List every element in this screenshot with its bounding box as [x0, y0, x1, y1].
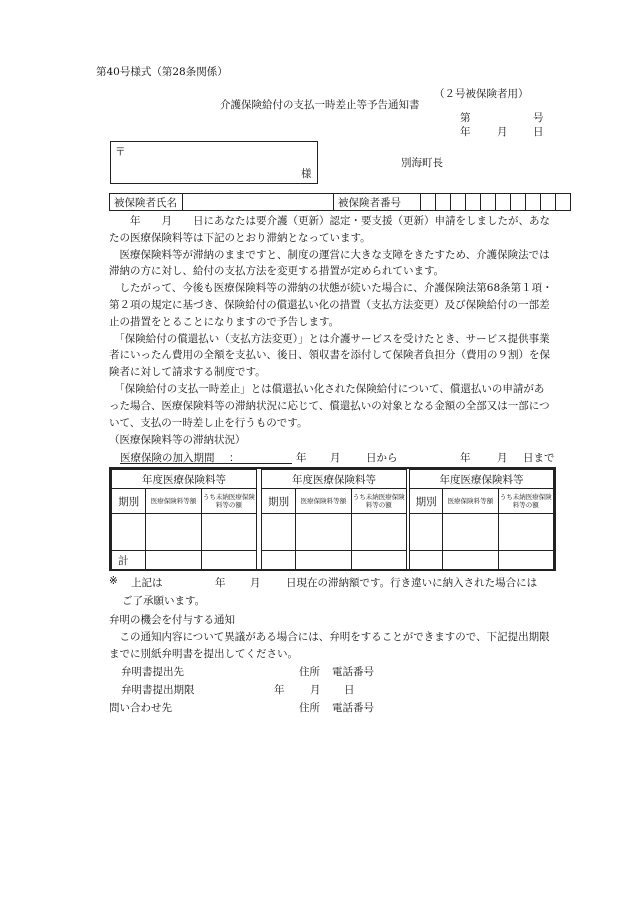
insured-number-digit[interactable]	[541, 194, 556, 211]
insured-number-digit[interactable]	[511, 194, 526, 211]
insured-info-row	[109, 193, 571, 211]
period-from-year: 年	[296, 452, 307, 464]
premium-total-cell[interactable]	[443, 551, 498, 570]
date-month-label: 月	[497, 126, 508, 138]
unpaid-amount-header: うち未納医療保険料等の額	[201, 489, 256, 514]
issuer-name: 別海町長	[401, 157, 443, 169]
arrears-heading: （医療保険料等の滞納状況）	[109, 434, 246, 446]
insured-number-digit[interactable]	[451, 194, 466, 211]
arrears-block-3	[409, 469, 554, 569]
doc-number-prefix: 第	[460, 112, 471, 124]
insured-number-label: 被保険者番号	[334, 194, 421, 211]
unpaid-cell[interactable]	[498, 514, 553, 551]
period-column-label: 期別	[262, 489, 296, 514]
premium-cell[interactable]	[146, 514, 201, 551]
doc-number-suffix: 号	[533, 112, 544, 124]
year-header: 年度医療保険料等	[410, 470, 554, 489]
deadline-month: 月	[310, 684, 321, 696]
arrears-block-1	[111, 469, 257, 569]
year-header: 年度医療保険料等	[112, 470, 257, 489]
premium-amount-header: 医療保険料等額	[443, 489, 498, 514]
year-header: 年度医療保険料等	[262, 470, 407, 489]
unpaid-total-cell[interactable]	[201, 551, 256, 570]
insured-number-digit[interactable]	[436, 194, 451, 211]
total-label: 計	[112, 551, 146, 570]
insured-name-field[interactable]	[183, 194, 334, 211]
period-column-label: 期別	[112, 489, 146, 514]
note-month: 月	[250, 577, 261, 589]
explanation-text: この通知内容について異議がある場合には、弁明をすることができますので、下記提出期限までに別紙弁明書を提出してください。	[109, 631, 550, 660]
period-column-label: 期別	[410, 489, 443, 514]
period-to-year: 年	[460, 452, 471, 464]
body-paragraph: 年 月 日にあなたは要介護（更新）認定・要支援（更新）申請をしましたが、あなたの医療保険料等は下記のとおり滞納となっています。	[109, 215, 550, 244]
contact-label: 問い合わせ先	[109, 702, 172, 714]
period-cell[interactable]	[262, 514, 296, 551]
deadline-day: 日	[344, 684, 355, 696]
note-text-start: 上記は	[131, 577, 163, 589]
contact-phone-label: 電話番号	[332, 702, 374, 714]
submit-to-address-label: 住所	[299, 666, 320, 678]
form-number: 第40号様式（第28条関係）	[96, 66, 228, 78]
note-continuation: ご了承願います。	[122, 595, 206, 607]
unpaid-amount-header: うち未納医療保険料等の額	[498, 489, 553, 514]
deadline-label: 弁明書提出期限	[121, 684, 195, 696]
note-year: 年	[215, 577, 226, 589]
enrollment-period-label: 医療保険の加入期間	[120, 452, 215, 464]
contact-address-label: 住所	[299, 702, 320, 714]
premium-cell[interactable]	[296, 514, 351, 551]
enrollment-period-colon: ：	[229, 452, 240, 464]
unpaid-cell[interactable]	[201, 514, 256, 551]
unpaid-cell[interactable]	[351, 514, 406, 551]
postal-mark: 〒	[115, 146, 126, 158]
unpaid-amount-header: うち未納医療保険料等の額	[351, 489, 406, 514]
period-from-month: 月	[330, 452, 341, 464]
unpaid-total-cell[interactable]	[351, 551, 406, 570]
premium-total-cell[interactable]	[296, 551, 351, 570]
insured-number-digit[interactable]	[481, 194, 496, 211]
insured-number-digit[interactable]	[421, 194, 436, 211]
body-paragraph: したがって、今後も医療保険料等の滞納の状態が続いた場合に、介護保険法第68条第１項・第２項の規定に基づき、保険給付の償還払い化の措置（支払方法変更）及び保険給付の一部差止の措置をとることになりますので予告します。	[109, 282, 553, 328]
date-year-label: 年	[460, 126, 471, 138]
recipient-address-box[interactable]	[110, 141, 318, 184]
insured-number-digit[interactable]	[466, 194, 481, 211]
note-mark: ※	[109, 575, 118, 587]
premium-total-cell[interactable]	[146, 551, 201, 570]
recipient-honorific: 様	[301, 168, 312, 180]
period-to-day: 日まで	[523, 452, 555, 464]
period-cell[interactable]	[112, 514, 146, 551]
insured-number-digit[interactable]	[526, 194, 541, 211]
insured-number-digit[interactable]	[496, 194, 511, 211]
deadline-year: 年	[274, 684, 285, 696]
insured-name-label: 被保険者氏名	[110, 194, 183, 211]
insured-number-digit[interactable]	[556, 194, 571, 211]
arrears-block-2	[261, 469, 407, 569]
total-empty-cell[interactable]	[262, 551, 296, 570]
body-paragraph: 「保険給付の支払一時差止」とは償還払い化された保険給付について、償還払いの申請があった場合、医療保険料等の滞納状況に応じて、償還払いの対象となる金額の全部又は一部について、支払の一時差し止を行うものです。	[109, 382, 550, 429]
note-text-end: 日現在の滞納額です。行き違いに納入された場合には	[286, 577, 538, 589]
premium-cell[interactable]	[443, 514, 498, 551]
document-title: 介護保険給付の支払一時差止等予告通知書	[220, 99, 420, 111]
body-paragraph: 医療保険料等が滞納のままですと、制度の運営に大きな支障をきたすため、介護保険法では滞納の方に対し、給付の支払方法を変更する措置が定められています。	[109, 248, 550, 278]
arrears-table	[109, 467, 556, 571]
period-to-month: 月	[497, 452, 508, 464]
submit-to-label: 弁明書提出先	[121, 666, 184, 678]
notice-body	[109, 213, 554, 431]
period-from-day: 日から	[366, 452, 398, 464]
premium-amount-header: 医療保険料等額	[296, 489, 351, 514]
submit-to-phone-label: 電話番号	[332, 666, 374, 678]
unpaid-total-cell[interactable]	[498, 551, 553, 570]
premium-amount-header: 医療保険料等額	[146, 489, 201, 514]
explanation-heading: 弁明の機会を付与する通知	[109, 614, 235, 626]
period-cell[interactable]	[410, 514, 443, 551]
date-day-label: 日	[533, 126, 544, 138]
body-paragraph: 「保険給付の償還払い（支払方法変更）」とは介護サービスを受けたとき、サービス提供事業者にいったん費用の全額を支払い、後日、領収書を添付して保険者負担分（費用の９割）を保険者に対して請求する制度です。	[109, 332, 550, 379]
total-empty-cell[interactable]	[410, 551, 443, 570]
period-underline	[120, 463, 292, 464]
insured-type-label: （２号被保険者用）	[434, 88, 529, 100]
